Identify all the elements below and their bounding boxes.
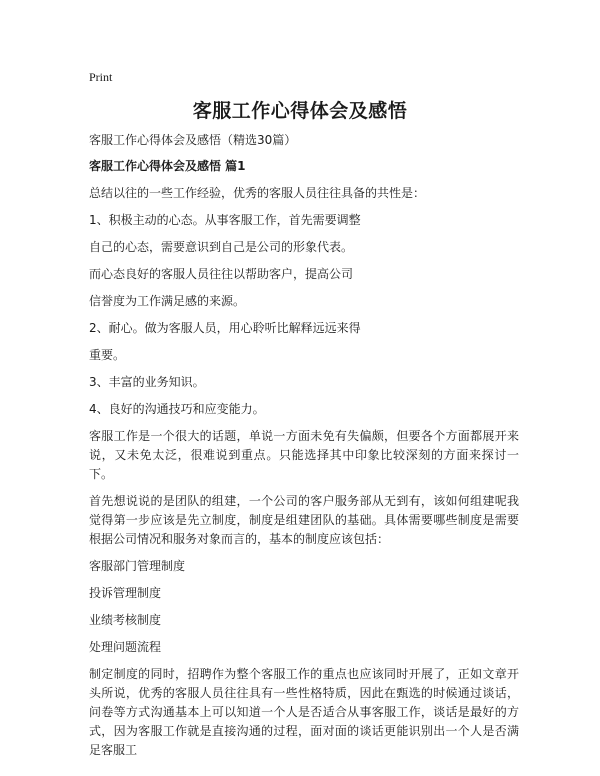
paragraph: 1、积极主动的心态。从事客服工作，首先需要调整 xyxy=(89,213,361,227)
paragraph: 制定制度的同时，招聘作为整个客服工作的重点也应该同时开展了，正如文章开头所说，优秀的客服人员往往具有一些性格特质，因此在甄选的时候通过谈话，问卷等方式沟通基本上可以知道一个人是否适合从事客服工作，谈话是最好的方式，因为客服工作就是直接沟通的过程，面对面的谈话更能识别出一个人是否满足客服工 xyxy=(89,667,519,757)
paragraph: 2、耐心。做为客服人员，用心聆听比解释远远来得 xyxy=(89,321,361,335)
list-item: 投诉管理制度 xyxy=(89,586,162,600)
paragraph: 4、良好的沟通技巧和应变能力。 xyxy=(89,402,265,416)
paragraph: 首先想说说的是团队的组建，一个公司的客户服务部从无到有，该如何组建呢我觉得第一步应该是先立制度，制度是组建团队的基础。具体需要哪些制度是需要根据公司情况和服务对象而言的，基本的制度应该包括： xyxy=(89,494,519,546)
document-subtitle: 客服工作心得体会及感悟（精选30篇） xyxy=(89,133,297,147)
page-title: 客服工作心得体会及感悟 xyxy=(192,100,408,122)
print-link[interactable]: Print xyxy=(89,70,113,84)
paragraph: 总结以往的一些工作经验，优秀的客服人员往往具备的共性是： xyxy=(89,186,426,200)
paragraph: 信誉度为工作满足感的来源。 xyxy=(89,294,246,308)
paragraph: 自己的心态，需要意识到自己是公司的形象代表。 xyxy=(89,240,354,254)
paragraph: 而心态良好的客服人员往往以帮助客户，提高公司 xyxy=(89,267,354,281)
document-body xyxy=(89,131,519,768)
paragraph: 3、丰富的业务知识。 xyxy=(89,375,205,389)
paragraph: 重要。 xyxy=(89,348,126,362)
section-heading: 客服工作心得体会及感悟 篇1 xyxy=(89,159,246,173)
list-item: 业绩考核制度 xyxy=(89,613,162,627)
list-item: 客服部门管理制度 xyxy=(89,559,186,573)
list-item: 处理问题流程 xyxy=(89,640,162,654)
paragraph: 客服工作是一个很大的话题，单说一方面未免有失偏颇，但要各个方面都展开来说，又未免太泛，很难说到重点。只能选择其中印象比较深刻的方面来探讨一下。 xyxy=(89,429,519,481)
